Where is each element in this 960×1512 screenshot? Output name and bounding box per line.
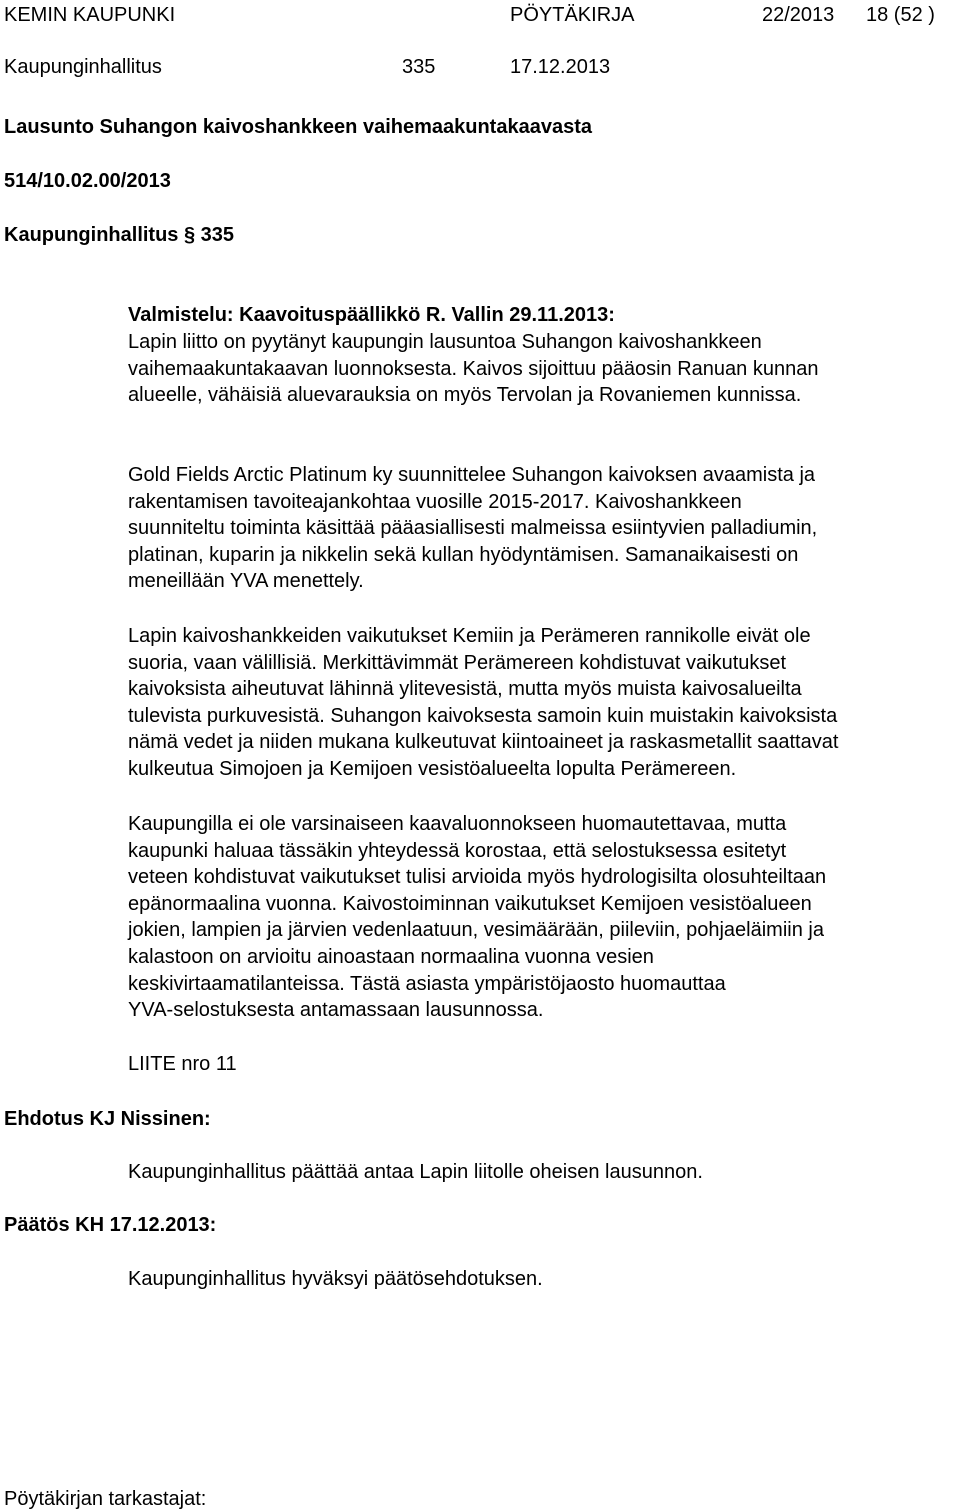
text-line: Kaupungilla ei ole varsinaiseen kaavaluonnokseen huomautettavaa, mutta [128,813,787,835]
text-line: alueelle, vähäisiä aluevarauksia on myös Tervolan ja Rovaniemen kunnissa. [128,384,802,407]
text-line: nämä vedet ja niiden mukana kulkeutuvat kiintoaineet ja raskasmetallit saattavat [128,731,839,754]
paragraph-2 [128,462,958,595]
text-line: kalastoon on arvioitu ainoastaan normaalina vuonna vesien [128,945,654,968]
footer-label: Pöytäkirjan tarkastajat: [4,1488,207,1510]
text-line: jokien, lampien ja järvien vedenlaatuun, vesimäärään, piileviin, pohjaeläimiin ja [128,919,824,942]
doc-number: 22/2013 [762,4,835,26]
section-heading: Kaupunginhallitus § 335 [4,224,235,246]
text-line: kaupunki haluaa tässäkin yhteydessä korostaa, että selostuksessa esitetyt [128,839,787,862]
text-line: veteen kohdistuvat vaikutukset tulisi arvioida myös hydrologisilta olosuhteiltaan [128,866,827,889]
text-line: vaihemaakuntakaavan luonnoksesta. Kaivos sijoittuu pääosin Ranuan kunnan [128,357,819,380]
text-line: suunniteltu toiminta käsittää pääasiallisesti malmeissa esiintyvien palladiumin, [128,517,818,540]
preparation-line: Valmistelu: Kaavoituspäällikkö R. Vallin 29.11.2013: [128,304,615,326]
text-line: keskivirtaamatilanteissa. Tästä asiasta ympäristöjaosto huomauttaa [128,972,726,995]
text-line: kaivoksista aiheutuvat lähinnä ylitevesistä, mutta myös muista kaivosalueilta [128,678,802,701]
section-number: 335 [402,56,436,78]
text-line: rakentamisen tavoiteajankohtaa vuosille 2015-2017. Kaivoshankkeen [128,490,742,513]
text-line: Lapin liitto on pyytänyt kaupungin lausuntoa Suhangon kaivoshankkeen [128,331,762,353]
org-name: KEMIN KAUPUNKI [4,4,176,26]
decision-text: Kaupunginhallitus hyväksyi päätösehdotuksen. [128,1268,543,1290]
page-number: 18 (52 ) [866,4,935,26]
decision-label: Päätös KH 17.12.2013: [4,1214,217,1236]
paragraph-1 [128,329,958,409]
proposal-label: Ehdotus KJ Nissinen: [4,1108,211,1130]
text-line: meneillään YVA menettely. [128,570,364,593]
text-line: epänormaalina vuonna. Kaivostoiminnan vaikutukset Kemijoen vesistöalueen [128,892,812,915]
text-line: platinan, kuparin ja nikkelin sekä kullan hyödyntämisen. Samanaikaisesti on [128,543,799,566]
text-line: Gold Fields Arctic Platinum ky suunnittelee Suhangon kaivoksen avaamista ja [128,464,816,486]
proposal-text: Kaupunginhallitus päättää antaa Lapin liitolle oheisen lausunnon. [128,1161,703,1183]
text-line: Lapin kaivoshankkeiden vaikutukset Kemiin ja Perämeren rannikolle eivät ole [128,625,811,647]
body-name: Kaupunginhallitus [4,56,162,78]
file-number: 514/10.02.00/2013 [4,170,171,192]
doc-type: PÖYTÄKIRJA [510,4,635,26]
paragraph-4 [128,811,958,1024]
text-line: kulkeutua Simojoen ja Kemijoen vesistöalueelta lopulta Perämereen. [128,757,737,780]
paragraph-3 [128,623,958,783]
text-line: tulevista purkuvesistä. Suhangon kaivoksesta samoin kuin muistakin kaivoksista [128,704,838,727]
page-title: Lausunto Suhangon kaivoshankkeen vaihemaakuntakaavasta [4,116,592,138]
text-line: suoria, vaan välillisiä. Merkittävimmät Perämereen kohdistuvat vaikutukset [128,651,787,674]
attachment-line: LIITE nro 11 [128,1053,237,1075]
text-line: YVA-selostuksesta antamassaan lausunnossa. [128,999,544,1022]
meeting-date: 17.12.2013 [510,56,611,78]
